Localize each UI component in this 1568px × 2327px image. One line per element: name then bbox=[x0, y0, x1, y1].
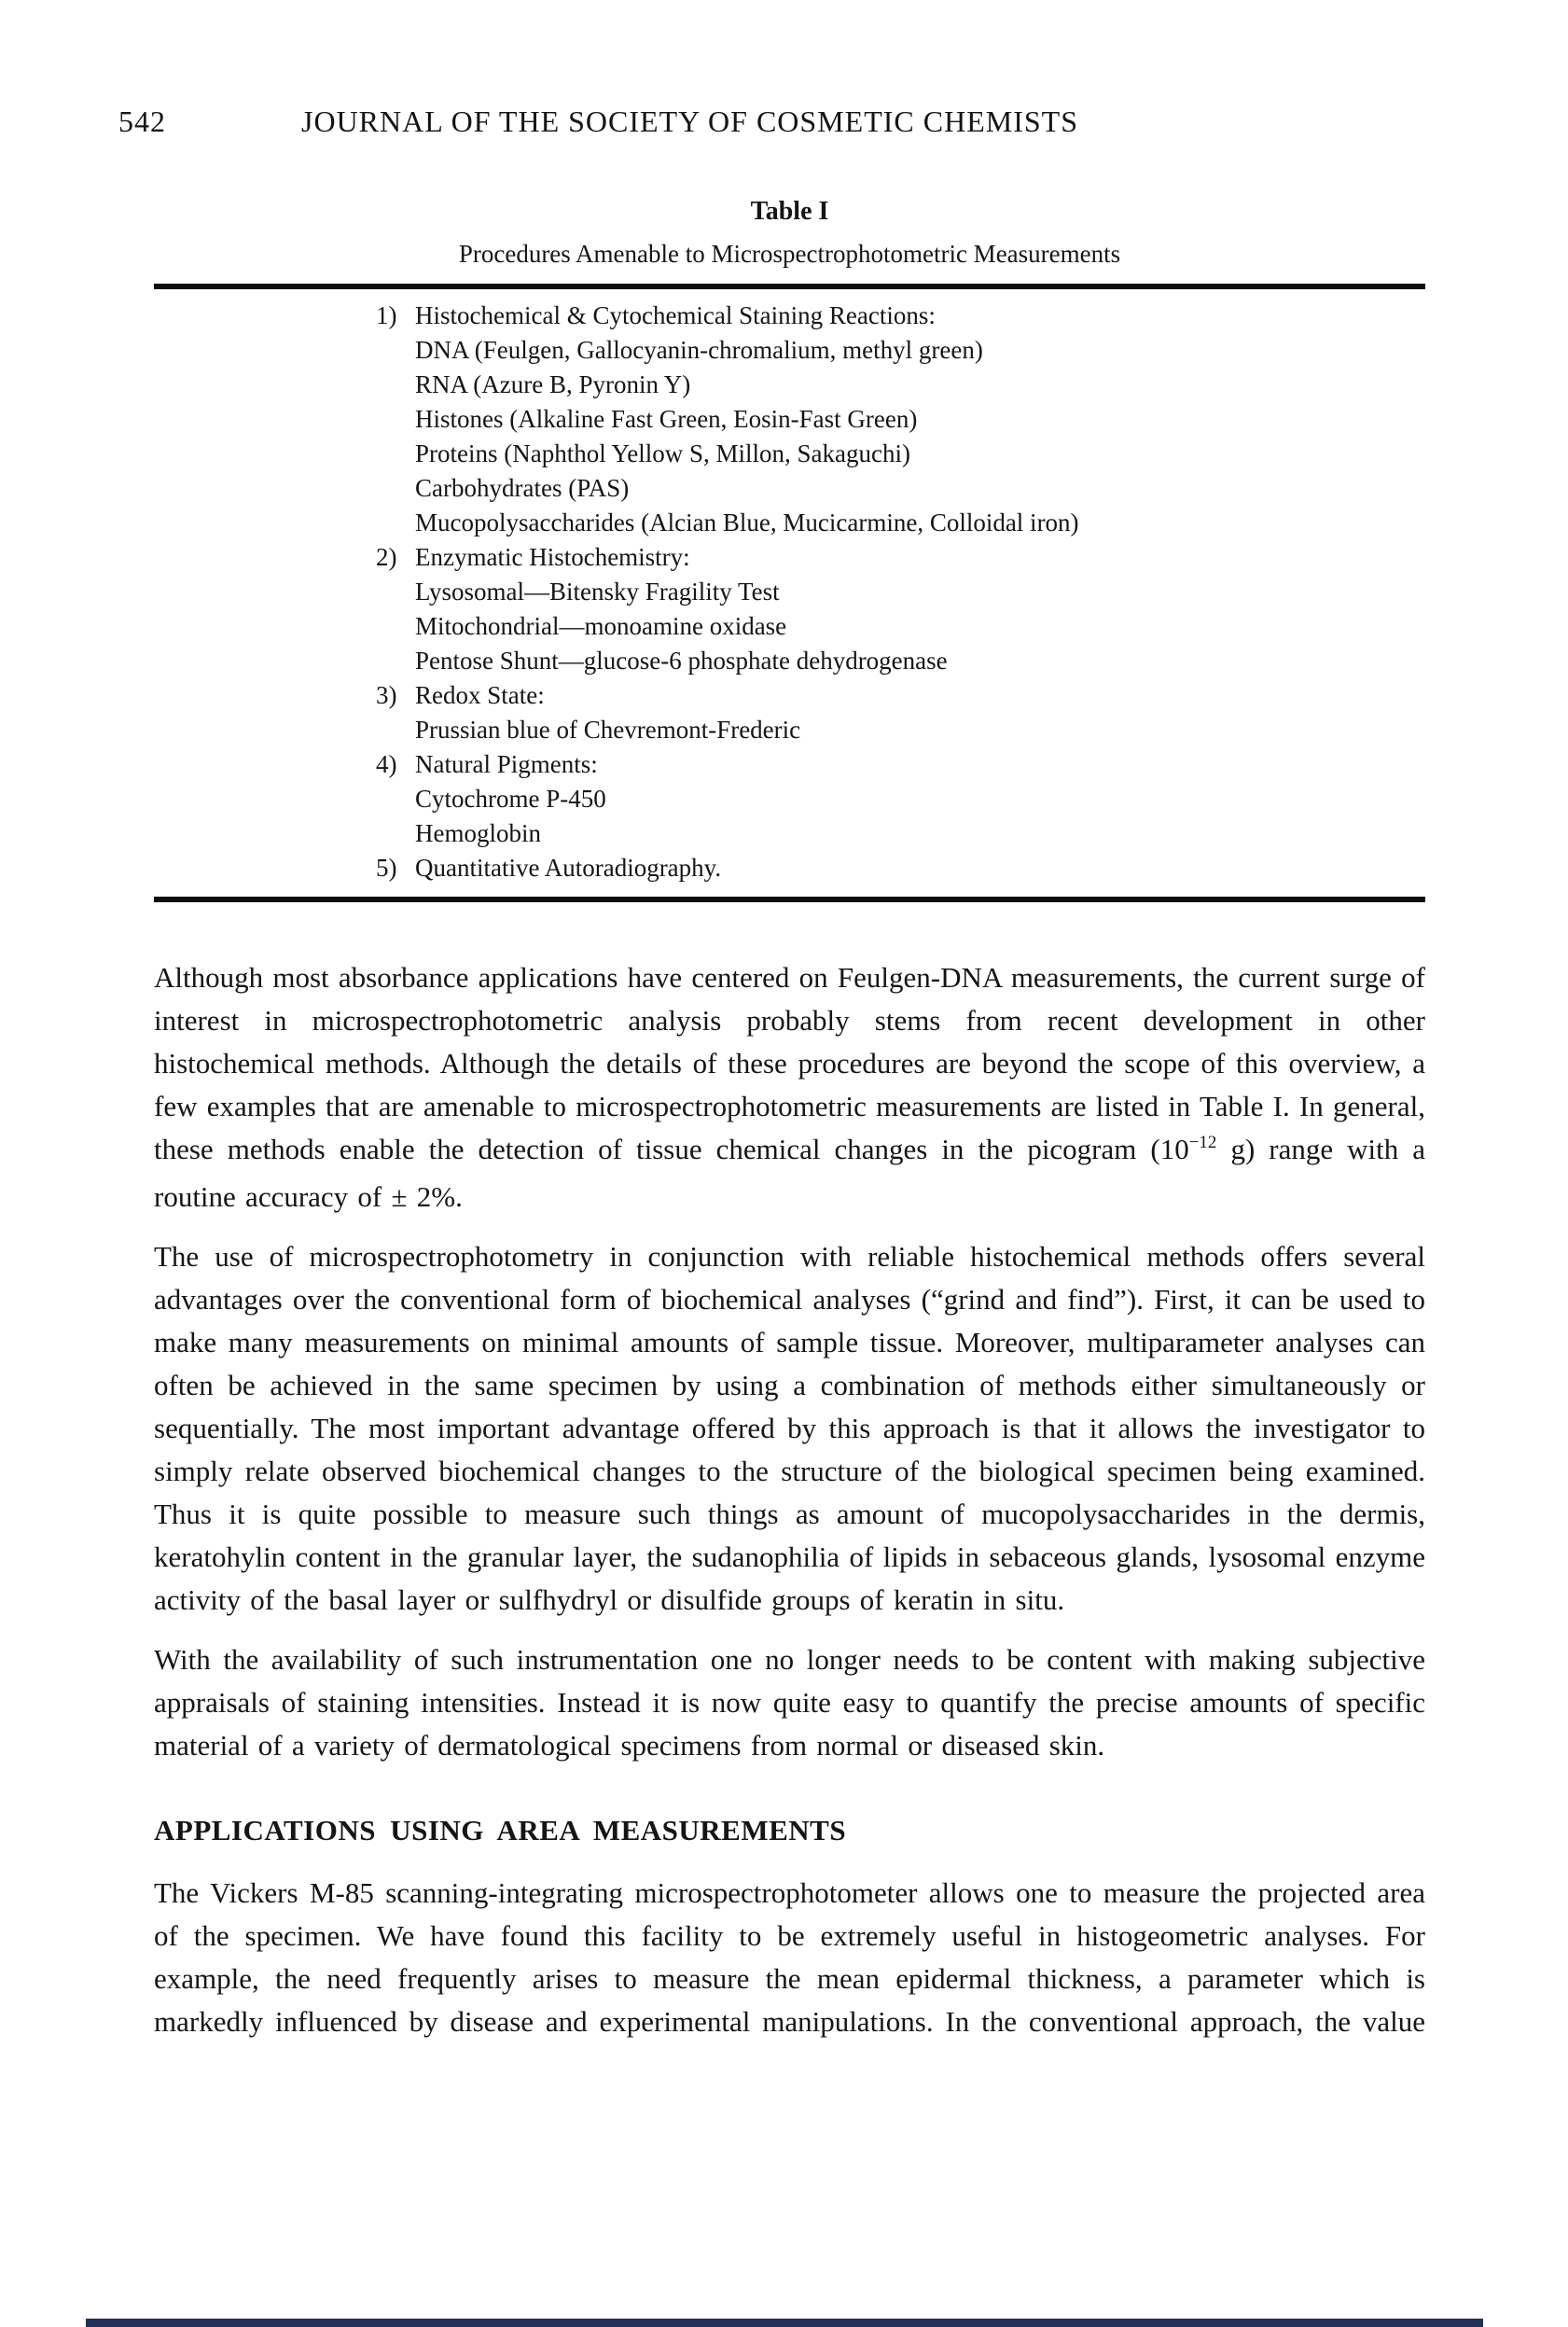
paragraph-1 bbox=[154, 956, 1425, 1219]
table-item-label: Natural Pigments: bbox=[415, 750, 598, 778]
table-bottom-rule bbox=[154, 897, 1425, 902]
table-item-label: Histochemical & Cytochemical Staining Reactions: bbox=[415, 301, 936, 329]
table-item bbox=[376, 540, 1425, 575]
table-item-label: Redox State: bbox=[415, 681, 545, 709]
table-item-number: 3) bbox=[376, 681, 397, 709]
journal-title: JOURNAL OF THE SOCIETY OF COSMETIC CHEMISTS bbox=[301, 105, 1078, 138]
table-subtitle: Procedures Amenable to Microspectrophotometric Measurements bbox=[458, 240, 1121, 268]
table-body bbox=[154, 289, 1425, 897]
table-subline: Cytochrome P-450 bbox=[415, 785, 606, 813]
table-item-number: 2) bbox=[376, 543, 397, 571]
table-item-label: Enzymatic Histochemistry: bbox=[415, 543, 690, 571]
table-subline: Hemoglobin bbox=[415, 819, 541, 847]
paragraph-1-text-continued: g) range with a routine accuracy of ± 2%. bbox=[154, 1133, 1425, 1213]
table-subline: RNA (Azure B, Pyronin Y) bbox=[415, 370, 691, 398]
table-subline: Histones (Alkaline Fast Green, Eosin-Fast Green) bbox=[415, 405, 918, 433]
table-subline: Pentose Shunt—glucose-6 phosphate dehydrogenase bbox=[415, 647, 948, 675]
table-item-number: 1) bbox=[376, 301, 397, 329]
table-subline: Mucopolysaccharides (Alcian Blue, Mucicarmine, Colloidal iron) bbox=[415, 509, 1079, 536]
paragraph-3: With the availability of such instrumentation one no longer needs to be content with making subjective appraisals of staining intensities. Instead it is now quite easy to quantify the precise amounts of specific material of a variety of dermatological specimens from normal or diseased skin. bbox=[154, 1643, 1425, 1762]
paragraph-4: The Vickers M-85 scanning-integrating microspectrophotometer allows one to measure the projected area of the specimen. We have found this facility to be extremely useful in histogeometric analyses. For example, the need frequently arises to measure the mean epidermal thickness, a parameter which is markedly influenced by disease and experimental manipulations. In the conventional approach, the value bbox=[154, 1876, 1425, 2038]
table-item-number: 5) bbox=[376, 854, 397, 882]
table-item bbox=[376, 747, 1425, 782]
table-item-number: 4) bbox=[376, 750, 397, 778]
paragraph-1-text: Although most absorbance applications have centered on Feulgen-DNA measurements, the current surge of interest in microspectrophotometric analysis probably stems from recent development in other histochemical methods. Although the details of these procedures are beyond the scope of this overview, a few examples that are amenable to microspectrophotometric measurements are listed in Table I. In general, these methods enable the detection of tissue chemical changes in the picogram (10 bbox=[154, 961, 1426, 1165]
table-subline: Proteins (Naphthol Yellow S, Millon, Sakaguchi) bbox=[415, 439, 910, 467]
section-heading-applications: APPLICATIONS USING AREA MEASUREMENTS bbox=[154, 1814, 847, 1846]
article-body bbox=[154, 956, 1425, 2043]
table-item bbox=[376, 678, 1425, 713]
table-title: Table I bbox=[750, 197, 829, 226]
table-subline: DNA (Feulgen, Gallocyanin-chromalium, methyl green) bbox=[415, 336, 983, 364]
table-subline: Carbohydrates (PAS) bbox=[415, 474, 630, 502]
page-header bbox=[118, 105, 1425, 139]
page-number: 542 bbox=[118, 105, 166, 138]
table-item bbox=[376, 299, 1425, 333]
paragraph-2: The use of microspectrophotometry in conjunction with reliable histochemical methods offers several advantages over the conventional form of biochemical analyses (“grind and find”). First, it can be used to make many measurements on minimal amounts of sample tissue. Moreover, multiparameter analyses can often be achieved in the same specimen by using a combination of methods either simultaneously or sequentially. The most important advantage offered by this approach is that it allows the investigator to simply relate observed biochemical changes to the structure of the biological specimen being examined. Thus it is quite possible to measure such things as amount of mucopolysaccharides in the dermis, keratohylin content in the granular layer, the sudanophilia of lipids in sebaceous glands, lysosomal enzyme activity of the basal layer or sulfhydryl or disulfide groups of keratin in situ. bbox=[154, 1240, 1425, 1616]
scan-edge-artifact bbox=[86, 2319, 1483, 2327]
table-1-block bbox=[154, 197, 1425, 902]
table-subline: Prussian blue of Chevremont-Frederic bbox=[415, 716, 801, 744]
table-subline: Lysosomal—Bitensky Fragility Test bbox=[415, 578, 780, 606]
table-subline: Mitochondrial—monoamine oxidase bbox=[415, 612, 787, 640]
table-item bbox=[376, 851, 1425, 885]
superscript-exponent: −12 bbox=[1188, 1133, 1217, 1152]
table-item-label: Quantitative Autoradiography. bbox=[415, 854, 722, 882]
